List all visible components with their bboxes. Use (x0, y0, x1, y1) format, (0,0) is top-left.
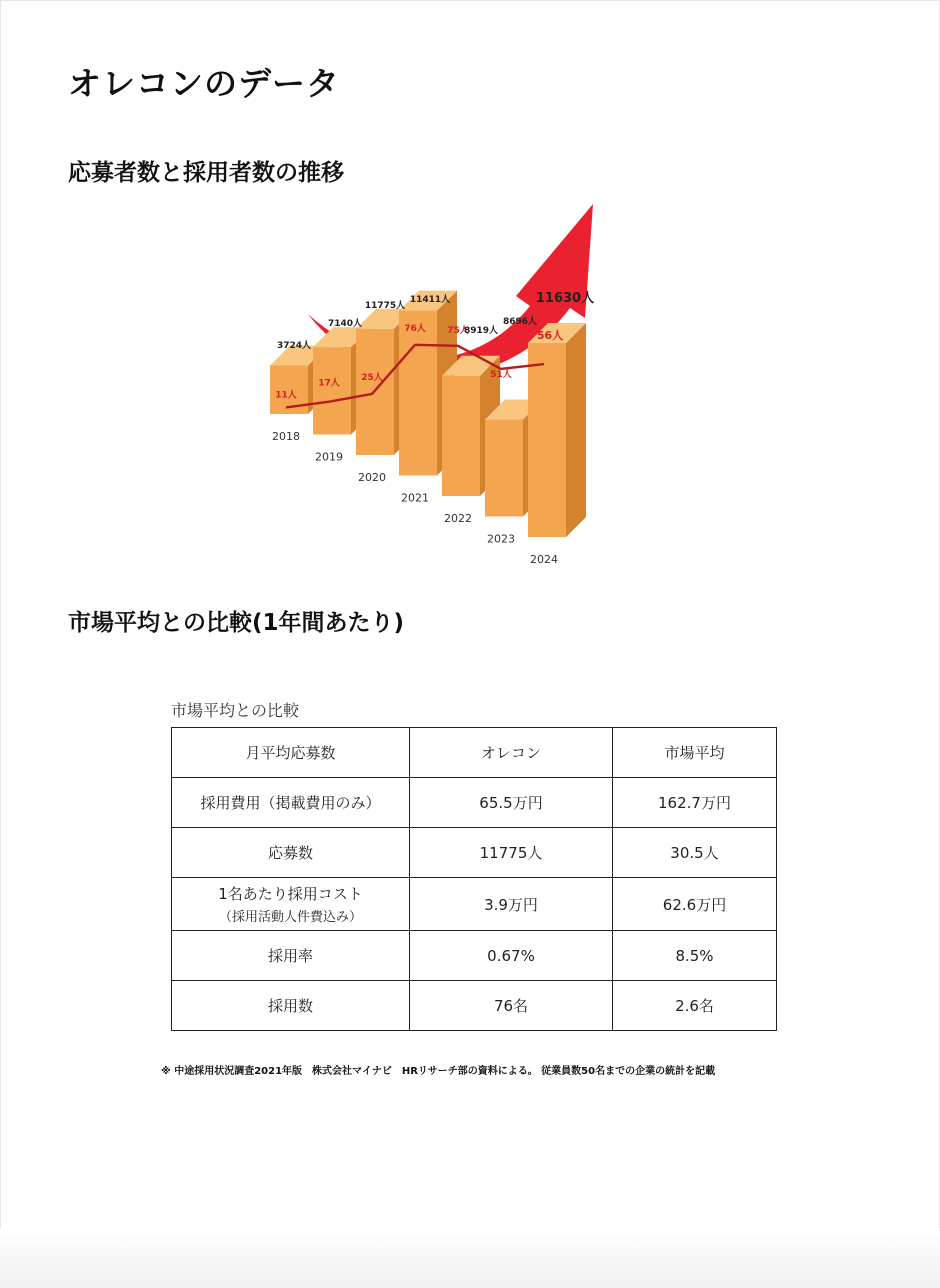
footnote: ※ 中途採用状況調査2021年版 株式会社マイナビ HRリサーチ部の資料による。 従業員数50名までの企業の統計を記載 (161, 1066, 716, 1077)
year-label: 2022 (444, 512, 472, 525)
table-caption: 市場平均との比較 (171, 701, 300, 720)
orecon-value: 76名 (410, 981, 613, 1031)
table-row (172, 878, 777, 931)
year-label: 2018 (272, 430, 300, 443)
market-value: 62.6万円 (613, 878, 777, 931)
hire-label: 75人 (447, 325, 469, 336)
hire-label: 56人 (536, 329, 564, 342)
year-label: 2024 (530, 553, 558, 566)
table-row (172, 828, 777, 878)
market-value: 8.5% (613, 931, 777, 981)
table-row (172, 778, 777, 828)
year-label: 2019 (315, 450, 343, 464)
orecon-value: 11775人 (410, 828, 613, 878)
applicant-label: 8696人 (502, 317, 538, 327)
hire-label: 51人 (490, 369, 512, 380)
year-label: 2021 (401, 491, 429, 505)
table-row (172, 981, 777, 1031)
applicant-label-mid: 8919人 (463, 326, 499, 336)
bar-2024 (528, 323, 586, 537)
hire-label: 25人 (361, 372, 383, 383)
section-heading-trend: 応募者数と採用者数の推移 (68, 160, 344, 186)
bar-front (313, 347, 351, 434)
page-title: オレコンのデータ (68, 64, 340, 103)
table-header-row (172, 728, 777, 778)
hire-label: 17人 (318, 378, 340, 389)
row-label-text: 採用費用（掲載費用のみ） (200, 794, 381, 812)
header-cell: 市場平均 (613, 728, 777, 778)
orecon-value: 0.67% (410, 931, 613, 981)
table-row (172, 931, 777, 981)
applicants-hires-chart (250, 196, 630, 576)
applicant-label: 7140人 (327, 319, 363, 329)
bar-front (399, 311, 437, 476)
applicant-label: 11775人 (364, 301, 406, 311)
row-label (172, 931, 410, 981)
orecon-value: 3.9万円 (410, 878, 613, 931)
row-label (172, 878, 410, 931)
page-bottom-shade (0, 1228, 940, 1288)
bar-front (485, 420, 523, 517)
section-heading-compare: 市場平均との比較(1年間あたり) (68, 610, 405, 636)
comparison-table (171, 727, 777, 1031)
row-label-text: 1名あたり採用コスト (218, 885, 363, 903)
orecon-value: 65.5万円 (410, 778, 613, 828)
row-label-subtext: （採用活動人件費込み） (218, 910, 362, 925)
year-label: 2020 (358, 471, 386, 484)
year-label: 2023 (487, 532, 515, 546)
market-value: 2.6名 (613, 981, 777, 1031)
bar-side (566, 323, 586, 537)
hire-label: 11人 (275, 390, 297, 401)
row-label-text: 採用数 (267, 997, 313, 1015)
applicant-label: 11411人 (409, 295, 451, 305)
applicant-label: 3724人 (276, 341, 312, 351)
bar-front (442, 376, 480, 496)
market-value: 162.7万円 (613, 778, 777, 828)
row-label (172, 981, 410, 1031)
row-label-text: 採用率 (267, 947, 313, 965)
header-cell: オレコン (410, 728, 613, 778)
row-label (172, 828, 410, 878)
market-value: 30.5人 (613, 828, 777, 878)
header-cell: 月平均応募数 (172, 728, 410, 778)
row-label-text: 応募数 (267, 844, 313, 862)
hire-label: 76人 (404, 323, 426, 334)
applicant-label: 11630人 (535, 291, 595, 306)
row-label (172, 778, 410, 828)
bar-front (528, 343, 566, 537)
